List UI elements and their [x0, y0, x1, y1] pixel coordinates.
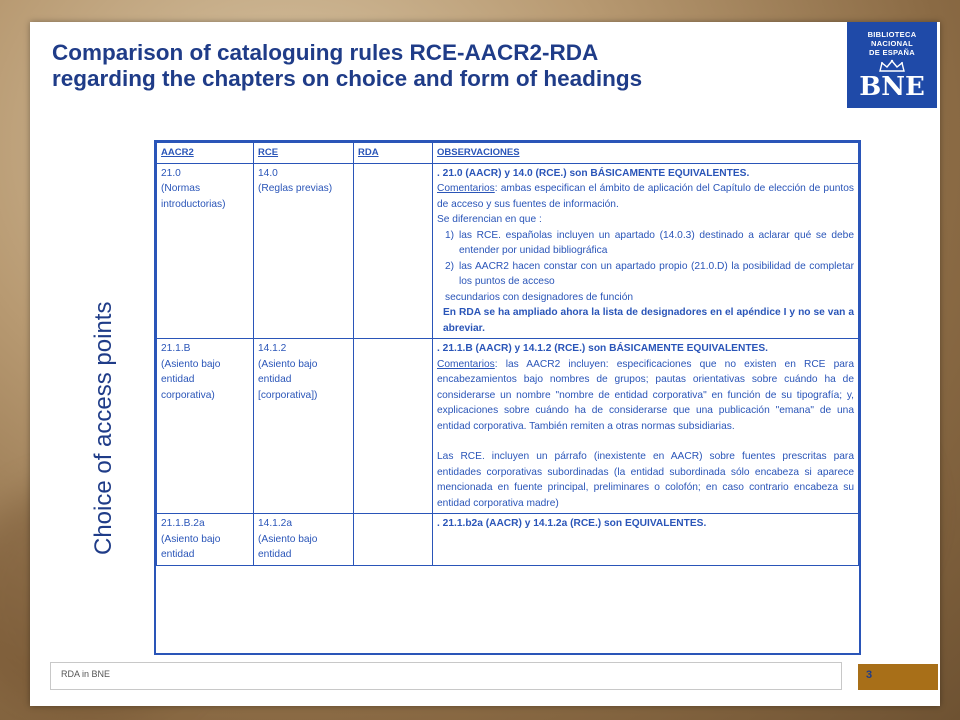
table-row [157, 339, 859, 514]
list-item [445, 228, 854, 259]
cell-rda [354, 339, 433, 514]
footer-bar [50, 662, 842, 690]
title-line-2: regarding the chapters on choice and form of headings [52, 66, 643, 91]
obs-comment [437, 357, 854, 435]
obs-rda-note: En RDA se ha ampliado ahora la lista de designadores en el apéndice I y no se van a abreviar. [443, 307, 854, 334]
header-rda: RDA [354, 143, 433, 164]
obs-comment-text: : las AACR2 incluyen: especificaciones que no existen en RCE para encabezamientos bajo nombres de grupos; pautas orientativas sobre cuándo ha de considerarse un nombre "nombre de entidad corporativa" en función de su tipografía; y, explicaciones sobre cuándo ha de considerarse que una publicación "emana" de una entidad corporativa. También remiten a otras normas subsidiarias. [437, 358, 854, 432]
table-row [157, 514, 859, 566]
obs-comment-label: Comentarios [437, 358, 495, 370]
slide [30, 22, 940, 706]
slide-title [52, 40, 792, 92]
list-text: las AACR2 hacen constar con un apartado propio (21.0.D) la posibilidad de completar los puntos de acceso [459, 260, 854, 287]
obs-paragraph: Las RCE. incluyen un párrafo (inexistente en AACR) sobre fuentes prescritas para entidades corporativas subordinadas (la entidad subordinada sólo encabeza si aparece mencionada en fuente principal, preliminares o colofón; en caso contrario encabeza su entidad corporativa madre) [437, 451, 854, 509]
obs-heading: . 21.0 (AACR) y 14.0 (RCE.) son BÁSICAMENTE EQUIVALENTES. [437, 167, 750, 179]
cell-rda [354, 514, 433, 566]
cell-rda [354, 163, 433, 339]
side-label-text: Choice of access points [90, 301, 117, 555]
aacr2-desc: (Normas introductorias) [161, 183, 226, 210]
cell-observaciones [433, 514, 859, 566]
cell-rce [254, 339, 354, 514]
rce-desc: (Asiento bajo entidad [corporativa]) [258, 358, 318, 401]
obs-comment-text: : ambas especifican el ámbito de aplicación del Capítulo de elección de puntos de acceso y sus fuentes de información. [437, 183, 854, 210]
obs-diff: Se diferencian en que : [437, 214, 542, 225]
list-text: las RCE. españolas incluyen un apartado (14.0.3) destinado a aclarar qué se debe entender por unidad bibliográfica [459, 229, 854, 256]
header-aacr2: AACR2 [157, 143, 254, 164]
cell-aacr2 [157, 339, 254, 514]
cell-rce [254, 514, 354, 566]
header-observaciones: OBSERVACIONES [433, 143, 859, 164]
cell-rce [254, 163, 354, 339]
cell-observaciones [433, 163, 859, 339]
rce-desc: (Reglas previas) [258, 183, 333, 194]
rce-code: 14.0 [258, 167, 278, 179]
spacer [437, 434, 854, 449]
header-rce: RCE [254, 143, 354, 164]
aacr2-desc: (Asiento bajo entidad corporativa) [161, 358, 221, 401]
obs-heading: . 21.1.B (AACR) y 14.1.2 (RCE.) son BÁSICAMENTE EQUIVALENTES. [437, 343, 768, 354]
rce-code: 14.1.2a [258, 518, 292, 529]
rce-code: 14.1.2 [258, 343, 287, 354]
aacr2-desc: (Asiento bajo entidad [161, 533, 221, 560]
obs-heading: . 21.1.b2a (AACR) y 14.1.2a (RCE.) son EQUIVALENTES. [437, 518, 707, 529]
bne-logo [847, 22, 937, 108]
title-line-1: Comparison of cataloguing rules RCE-AACR2-RDA [52, 40, 599, 65]
comparison-table [154, 140, 861, 655]
logo-acronym: BNE [859, 72, 925, 102]
footer-text: RDA in BNE [61, 669, 111, 679]
aacr2-code: 21.1.B [161, 343, 191, 354]
aacr2-code: 21.0 [161, 167, 181, 179]
logo-line-2: NACIONAL [871, 39, 913, 48]
logo-line-1: BIBLIOTECA [867, 30, 917, 39]
aacr2-code: 21.1.B.2a [161, 518, 205, 529]
page-number: 3 [866, 669, 873, 681]
cell-observaciones [433, 339, 859, 514]
page-number-box [858, 664, 938, 690]
table-row [157, 163, 859, 339]
crown-icon [878, 59, 906, 73]
list-number: 2) [445, 260, 455, 272]
logo-text [847, 22, 937, 57]
list-number: 1) [445, 229, 455, 241]
cell-aacr2 [157, 514, 254, 566]
rce-desc: (Asiento bajo entidad [258, 533, 318, 560]
table-header-row [157, 143, 859, 164]
obs-comment [437, 181, 854, 212]
cell-aacr2 [157, 163, 254, 339]
list-item [445, 259, 854, 290]
obs-comment-label: Comentarios [437, 183, 495, 194]
logo-line-3: DE ESPAÑA [869, 48, 915, 57]
obs-list [437, 228, 854, 290]
obs-item2-cont: secundarios con designadores de función [445, 291, 634, 303]
